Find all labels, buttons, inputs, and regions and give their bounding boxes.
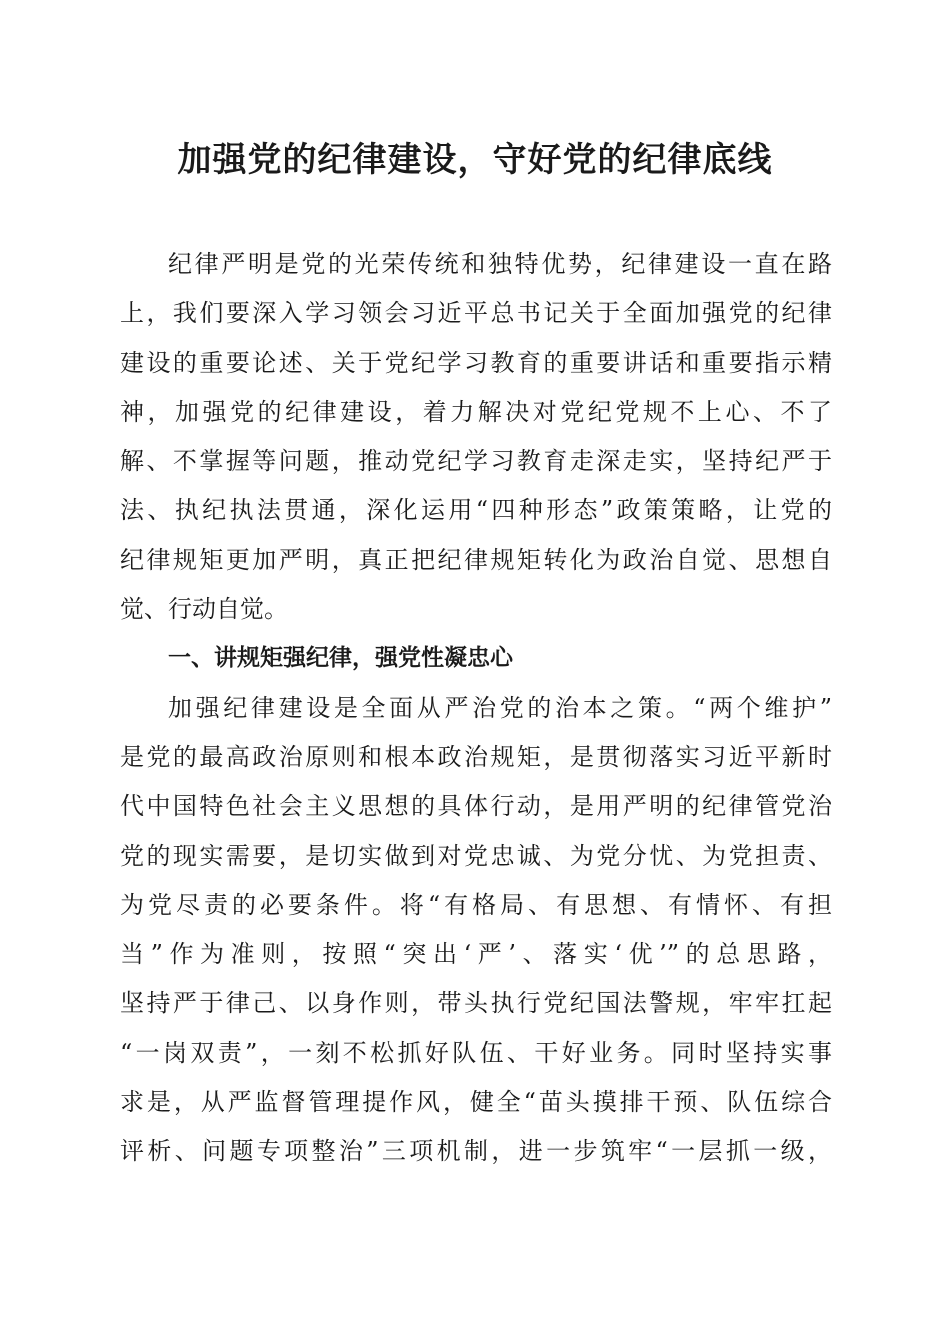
- paragraph-1-line: 解、不掌握等问题，推动党纪学习教育走深走实，坚持纪严于: [120, 447, 832, 476]
- paragraph-2-line: “一岗双责”，一刻不松抓好队伍、干好业务。同时坚持实事: [120, 1038, 832, 1067]
- paragraph-2-line: 当”作为准则，按照“突出‘严’、落实‘优’”的总思路，: [120, 940, 832, 969]
- paragraph-1-line: 纪律严明是党的光荣传统和独特优势，纪律建设一直在路: [168, 250, 832, 278]
- paragraph-2-line: 为党尽责的必要条件。将“有格局、有思想、有情怀、有担: [120, 890, 832, 919]
- paragraph-1-line: 建设的重要论述、关于党纪学习教育的重要讲话和重要指示精: [120, 348, 832, 377]
- paragraph-2-line: 求是，从严监督管理提作风，健全“苗头摸排干预、队伍综合: [120, 1088, 832, 1117]
- paragraph-2-line: 代中国特色社会主义思想的具体行动，是用严明的纪律管党治: [120, 792, 832, 821]
- paragraph-1-line: 纪律规矩更加严明，真正把纪律规矩转化为政治自觉、思想自: [120, 545, 832, 574]
- paragraph-1-line: 神，加强党的纪律建设，着力解决对党纪党规不上心、不了: [120, 397, 832, 426]
- paragraph-2-line: 党的现实需要，是切实做到对党忠诚、为党分忧、为党担责、: [120, 841, 832, 870]
- document-body: [120, 240, 832, 1177]
- paragraph-2-line: 评析、问题专项整治”三项机制，进一步筑牢“一层抓一级，: [120, 1137, 832, 1166]
- paragraph-2-line: 加强纪律建设是全面从严治党的治本之策。“两个维护”: [168, 693, 832, 722]
- paragraph-2-line: 是党的最高政治原则和根本政治规矩，是贯彻落实习近平新时: [120, 742, 832, 771]
- section-heading: 一、讲规矩强纪律，强党性凝忠心: [168, 645, 513, 672]
- paragraph-1-line: 觉、行动自觉。: [120, 595, 288, 624]
- paragraph-2-line: 坚持严于律己、以身作则，带头执行党纪国法警规，牢牢扛起: [120, 989, 832, 1018]
- paragraph-1-line: 法、执纪执法贯通，深化运用“四种形态”政策策略，让党的: [120, 496, 832, 525]
- document-title: 加强党的纪律建设，守好党的纪律底线: [177, 140, 773, 180]
- paragraph-1-line: 上，我们要深入学习领会习近平总书记关于全面加强党的纪律: [120, 299, 832, 328]
